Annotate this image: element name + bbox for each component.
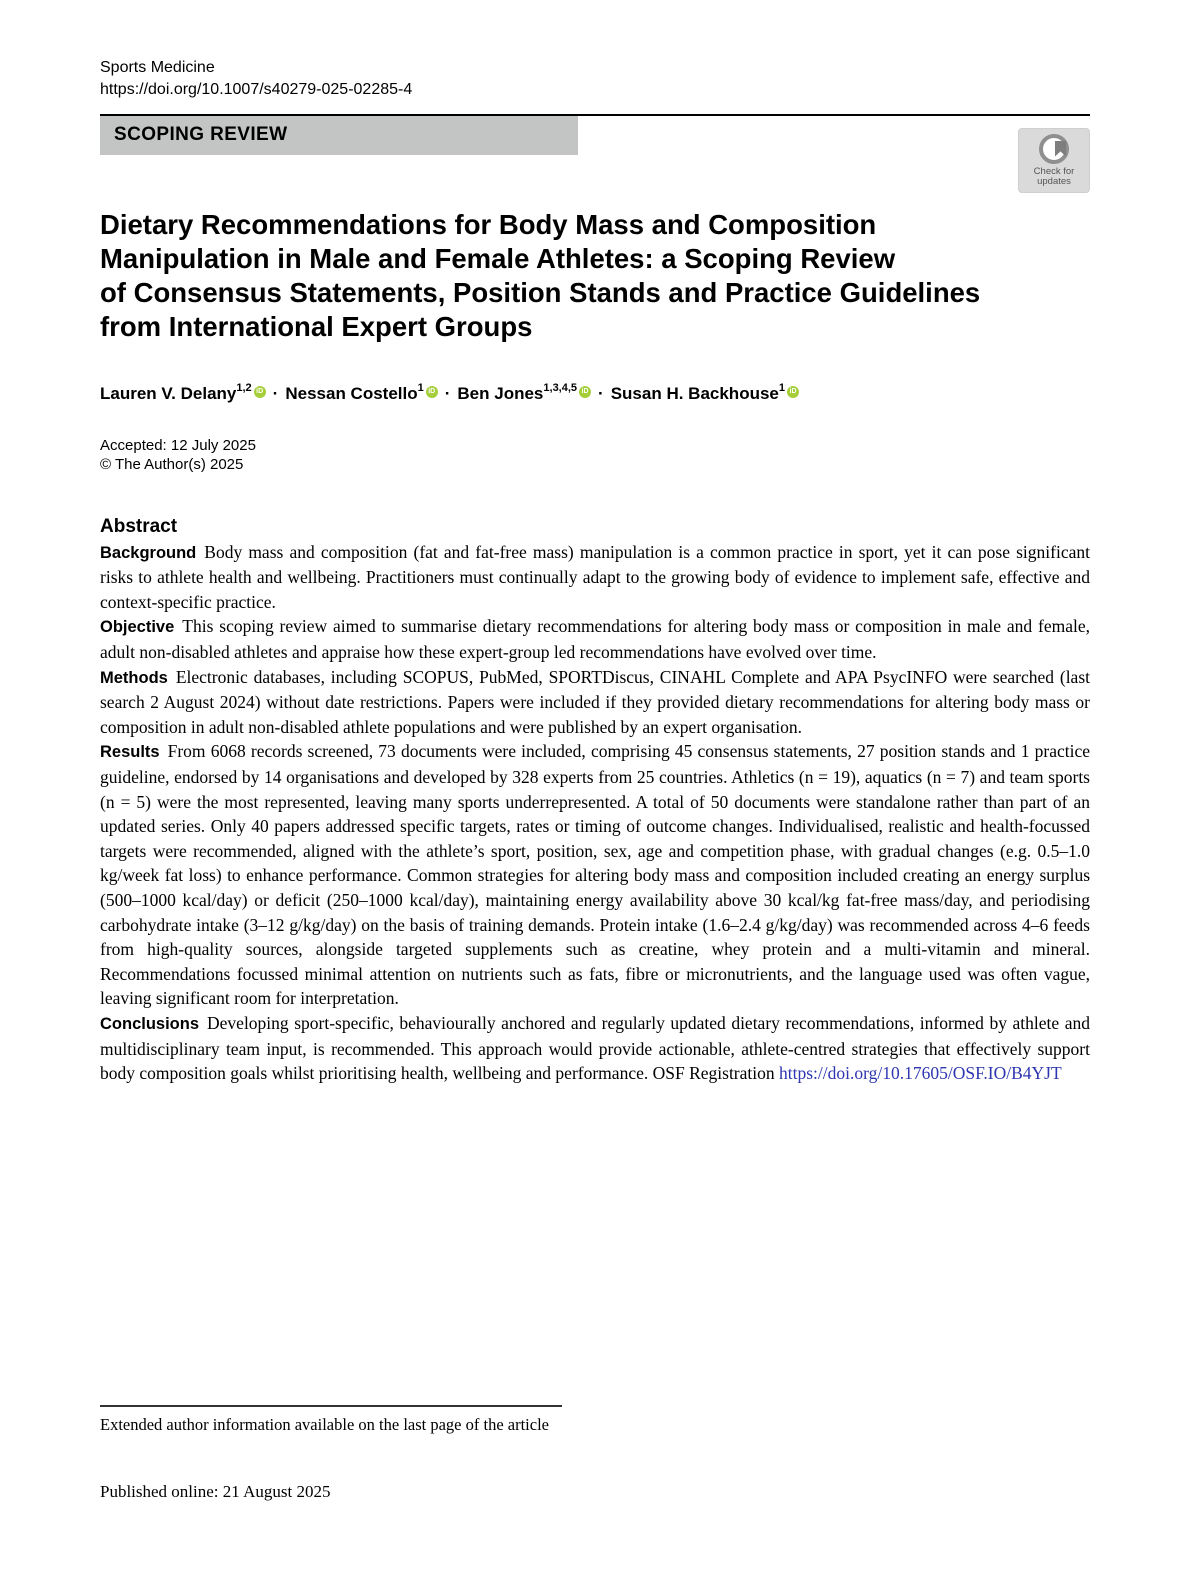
title-line: of Consensus Statements, Position Stands and Practice Guidelines xyxy=(100,277,981,308)
author xyxy=(285,384,437,403)
author-affiliations: 1,3,4,5 xyxy=(543,382,578,394)
abstract-section-results xyxy=(100,739,1090,1011)
bookmark-icon xyxy=(1055,141,1066,157)
authors-line xyxy=(100,383,1090,404)
author-name: Lauren V. Delany xyxy=(100,383,237,403)
orcid-icon[interactable]: iD xyxy=(787,386,799,398)
abstract-section-methods xyxy=(100,665,1090,740)
author-separator: · xyxy=(598,383,604,403)
article-title xyxy=(100,208,1090,344)
abstract-body xyxy=(100,540,1090,1086)
journal-name: Sports Medicine xyxy=(100,59,215,76)
check-for-updates-icon xyxy=(1039,134,1069,164)
extended-author-footnote: Extended author information available on the last page of the article xyxy=(100,1415,549,1434)
title-line: Manipulation in Male and Female Athletes: a Scoping Review xyxy=(100,243,896,274)
article-type-banner: SCOPING REVIEW xyxy=(100,116,578,155)
abstract-section-text: Body mass and composition (fat and fat-free mass) manipulation is a common practice in sport, yet it can pose significant risks to athlete health and wellbeing. Practitioners must continually adapt to the growing body of evidence to implement safe, effective and context-specific practice. xyxy=(100,541,1090,612)
abstract-section-text: Electronic databases, including SCOPUS, PubMed, SPORTDiscus, CINAHL Complete and APA PsycINFO were searched (last search 2 August 2024) without date restrictions. Papers were included if they provided dietary recommendations for altering body mass or composition in adult non-disabled athlete populations and were published by an expert organisation. xyxy=(100,666,1090,737)
author xyxy=(100,384,266,403)
author-name: Susan H. Backhouse xyxy=(610,383,779,403)
abstract-section-conclusions xyxy=(100,1011,1090,1086)
author-affiliations: 1,2 xyxy=(236,382,252,394)
abstract-section-label: Conclusions xyxy=(100,1014,200,1033)
footnote-rule xyxy=(100,1405,562,1407)
article-meta xyxy=(100,436,1090,474)
author xyxy=(611,384,799,403)
osf-registration-link[interactable]: https://doi.org/10.17605/OSF.IO/B4YJT xyxy=(779,1063,1062,1084)
copyright-line: © The Author(s) 2025 xyxy=(100,455,244,473)
author-name: Ben Jones xyxy=(457,383,544,403)
author xyxy=(457,384,591,403)
orcid-icon[interactable]: iD xyxy=(579,386,591,398)
orcid-icon[interactable]: iD xyxy=(254,386,266,398)
abstract-section-label: Objective xyxy=(100,618,175,637)
author-separator: · xyxy=(444,383,451,403)
abstract-section-label: Results xyxy=(100,743,160,762)
author-name: Nessan Costello xyxy=(285,383,418,403)
abstract-section-label: Background xyxy=(100,543,197,562)
abstract-section-objective xyxy=(100,614,1090,664)
abstract-section-text: Developing sport-specific, behaviourally anchored and regularly updated dietary recommendations, informed by athlete and multidisciplinary team input, is recommended. This approach would provide actionable, athlete-centred strategies that effectively support body composition goals whilst prioritising health, wellbeing and performance. OSF Registration xyxy=(100,1012,1090,1084)
abstract-section-text: This scoping review aimed to summarise dietary recommendations for altering body mass or composition in male and female, adult non-disabled athletes and appraise how these expert-group led recommendations have evolved over time. xyxy=(100,616,1090,663)
abstract-section-text: From 6068 records screened, 73 documents were included, comprising 45 consensus statements, 27 position stands and 1 practice guideline, endorsed by 14 organisations and developed by 328 experts from 25 countries. Athletics (n = 19), aquatics (n = 7) and team sports (n = 5) were the most represented, leaving many sports underrepresented. A total of 50 documents were standalone rather than part of an updated series. Only 40 papers addressed specific targets, rates or timing of outcome changes. Individualised, realistic and health-focussed targets were recommended, aligned with the athlete’s sport, position, sex, age and competition phase, with gradual changes (e.g. 0.5–1.0 kg/week fat loss) to enhance performance. Common strategies for altering body mass and composition included creating an energy surplus (500–1000 kcal/day) or deficit (250–1000 kcal/day), maintaining energy availability above 30 kcal/kg fat-free mass/day, and periodising carbohydrate intake (3–12 g/kg/day) on the basis of training demands. Protein intake (1.6–2.4 g/kg/day) was recommended across 4–6 feeds from high-quality sources, alongside targeted supplements such as creatine, whey protein and a multi-vitamin and mineral. Recommendations focussed minimal attention on nutrients such as fats, fibre or micronutrients, and the language used was often vague, leaving significant room for interpretation. xyxy=(100,741,1090,1009)
author-separator: · xyxy=(272,383,279,403)
accepted-date: Accepted: 12 July 2025 xyxy=(100,436,256,454)
check-for-updates-badge[interactable] xyxy=(1018,128,1090,193)
title-line: Dietary Recommendations for Body Mass and Composition xyxy=(100,209,877,240)
abstract-section-label: Methods xyxy=(100,668,168,687)
orcid-icon[interactable]: iD xyxy=(426,386,438,398)
abstract-section-background xyxy=(100,540,1090,615)
doi-link[interactable]: https://doi.org/10.1007/s40279-025-02285-4 xyxy=(100,81,413,98)
author-affiliations: 1 xyxy=(417,382,424,394)
published-online-date: Published online: 21 August 2025 xyxy=(100,1482,331,1501)
check-for-updates-label: Check for updates xyxy=(1033,165,1075,187)
author-affiliations: 1 xyxy=(778,382,785,394)
title-line: from International Expert Groups xyxy=(100,311,533,342)
abstract-heading: Abstract xyxy=(100,515,178,537)
